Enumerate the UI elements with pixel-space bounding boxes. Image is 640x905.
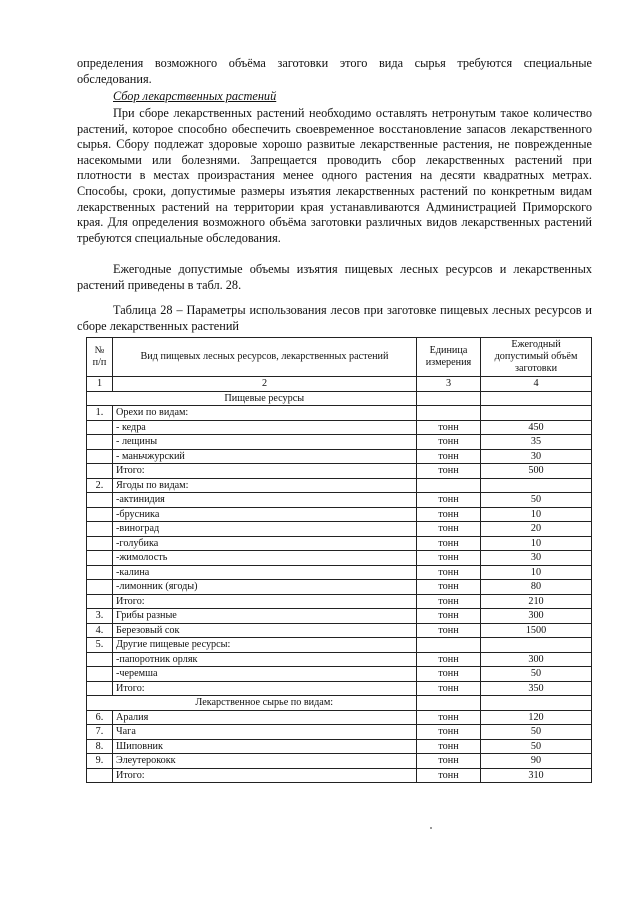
row-unit: тонн <box>417 681 481 696</box>
row-value: 30 <box>481 449 592 464</box>
row-num <box>87 565 113 580</box>
colnum: 3 <box>417 377 481 392</box>
row-num <box>87 580 113 595</box>
section-heading: Сбор лекарственных растений <box>113 89 277 103</box>
row-name: -актинидия <box>113 493 417 508</box>
row-value: 50 <box>481 739 592 754</box>
table-row <box>87 594 592 609</box>
row-num: 5. <box>87 638 113 653</box>
row-value: 10 <box>481 536 592 551</box>
row-unit: тонн <box>417 580 481 595</box>
row-value: 80 <box>481 580 592 595</box>
row-unit: тонн <box>417 435 481 450</box>
row-name: Итого: <box>113 464 417 479</box>
row-name: Аралия <box>113 710 417 725</box>
row-name: -голубика <box>113 536 417 551</box>
row-num: 6. <box>87 710 113 725</box>
table-row <box>87 623 592 638</box>
row-unit: тонн <box>417 623 481 638</box>
row-num <box>87 420 113 435</box>
row-unit: тонн <box>417 652 481 667</box>
table-row <box>87 725 592 740</box>
row-num <box>87 522 113 537</box>
row-value: 300 <box>481 609 592 624</box>
row-name: -лимонник (ягоды) <box>113 580 417 595</box>
row-num <box>87 551 113 566</box>
row-unit: тонн <box>417 536 481 551</box>
row-name: Шиповник <box>113 739 417 754</box>
row-unit: тонн <box>417 725 481 740</box>
table-header-row <box>87 338 592 377</box>
row-num: 1. <box>87 406 113 421</box>
table-row <box>87 406 592 421</box>
paragraph-collection-rules: При сборе лекарственных растений необходимо оставлять нетронутым такое количество растений, которое способно обеспечить своевременное восстановление запасов лекарственного сырья. Сбору подлежат здоровые хорошо развитые лекарственные растения, не поврежденные насекомыми или болезнями. Запрещается проводить сбор лекарственных растений при плотности в местах произрастания менее одного растения на десяти квадратных метрах. Способы, сроки, допустимые размеры изъятия лекарственных растений по конкретным видам лекарственных растений на территории края устанавливаются Администрацией Приморского края. Для определения возможного объёма заготовки различных видов лекарственных растений требуются специальные обследования. <box>77 106 592 245</box>
row-unit: тонн <box>417 609 481 624</box>
row-unit: тонн <box>417 754 481 769</box>
row-value: 1500 <box>481 623 592 638</box>
row-name: -черемша <box>113 667 417 682</box>
row-num: 8. <box>87 739 113 754</box>
resource-table <box>86 337 592 783</box>
table-row <box>87 464 592 479</box>
row-value: 450 <box>481 420 592 435</box>
table-row <box>87 435 592 450</box>
section-row-med <box>87 696 592 711</box>
table-row <box>87 478 592 493</box>
row-num <box>87 667 113 682</box>
row-value: 50 <box>481 725 592 740</box>
table-row <box>87 493 592 508</box>
row-num <box>87 435 113 450</box>
row-num <box>87 768 113 783</box>
section-label-food: Пищевые ресурсы <box>113 391 417 406</box>
row-name: Итого: <box>113 594 417 609</box>
table-row <box>87 768 592 783</box>
row-num: 3. <box>87 609 113 624</box>
row-unit: тонн <box>417 522 481 537</box>
table-row <box>87 739 592 754</box>
row-unit: тонн <box>417 710 481 725</box>
section-label-med: Лекарственное сырье по видам: <box>113 696 417 711</box>
row-name: Орехи по видам: <box>113 406 417 421</box>
table-row <box>87 652 592 667</box>
row-name: -брусника <box>113 507 417 522</box>
table-row <box>87 565 592 580</box>
row-num <box>87 493 113 508</box>
row-unit: тонн <box>417 768 481 783</box>
paragraph-intro: определения возможного объёма заготовки этого вида сырья требуются специальные обследования. <box>77 56 592 86</box>
row-name: - кедра <box>113 420 417 435</box>
row-name: Березовый сок <box>113 623 417 638</box>
row-unit <box>417 478 481 493</box>
table-row <box>87 710 592 725</box>
row-num: 4. <box>87 623 113 638</box>
row-value: 90 <box>481 754 592 769</box>
table-row <box>87 681 592 696</box>
row-num <box>87 681 113 696</box>
row-value: 300 <box>481 652 592 667</box>
colnum: 1 <box>87 377 113 392</box>
table-row <box>87 449 592 464</box>
column-number-row <box>87 377 592 392</box>
row-num: 7. <box>87 725 113 740</box>
section-row-food <box>87 391 592 406</box>
row-num: 9. <box>87 754 113 769</box>
row-unit: тонн <box>417 493 481 508</box>
scan-speck <box>430 827 432 829</box>
row-name: Итого: <box>113 768 417 783</box>
row-value <box>481 478 592 493</box>
row-value: 50 <box>481 667 592 682</box>
table-row <box>87 580 592 595</box>
header-name: Вид пищевых лесных ресурсов, лекарственных растений <box>113 338 417 377</box>
paragraph-annual-volumes: Ежегодные допустимые объемы изъятия пищевых лесных ресурсов и лекарственных растений приведены в табл. 28. <box>77 262 592 292</box>
row-name: Другие пищевые ресурсы: <box>113 638 417 653</box>
row-num <box>87 507 113 522</box>
row-unit: тонн <box>417 565 481 580</box>
table-row <box>87 638 592 653</box>
row-name: Итого: <box>113 681 417 696</box>
table-row <box>87 609 592 624</box>
row-name: - маньчжурский <box>113 449 417 464</box>
row-value <box>481 638 592 653</box>
row-unit: тонн <box>417 667 481 682</box>
row-unit: тонн <box>417 739 481 754</box>
row-name: Элеутерококк <box>113 754 417 769</box>
row-name: Чага <box>113 725 417 740</box>
table-row <box>87 507 592 522</box>
row-unit: тонн <box>417 551 481 566</box>
row-num: 2. <box>87 478 113 493</box>
row-value: 50 <box>481 493 592 508</box>
row-num <box>87 594 113 609</box>
row-unit: тонн <box>417 449 481 464</box>
row-name: -виноград <box>113 522 417 537</box>
colnum: 4 <box>481 377 592 392</box>
row-unit <box>417 406 481 421</box>
table-caption: Таблица 28 – Параметры использования лесов при заготовке пищевых лесных ресурсов и сборе лекарственных растений <box>77 303 592 333</box>
header-unit: Единица измерения <box>417 338 481 377</box>
row-name: Ягоды по видам: <box>113 478 417 493</box>
row-name: -калина <box>113 565 417 580</box>
colnum: 2 <box>113 377 417 392</box>
header-num: № п/п <box>87 338 113 377</box>
row-value: 30 <box>481 551 592 566</box>
row-num <box>87 464 113 479</box>
row-name: -папоротник орляк <box>113 652 417 667</box>
table-row <box>87 551 592 566</box>
header-volume: Ежегодный допустимый объём заготовки <box>481 338 592 377</box>
row-value: 10 <box>481 565 592 580</box>
row-num <box>87 652 113 667</box>
row-num <box>87 536 113 551</box>
row-num <box>87 449 113 464</box>
row-unit: тонн <box>417 594 481 609</box>
row-value: 20 <box>481 522 592 537</box>
row-value: 310 <box>481 768 592 783</box>
row-value: 500 <box>481 464 592 479</box>
row-name: - лещины <box>113 435 417 450</box>
row-value: 10 <box>481 507 592 522</box>
row-value: 210 <box>481 594 592 609</box>
row-value: 35 <box>481 435 592 450</box>
table-row <box>87 754 592 769</box>
table-row <box>87 667 592 682</box>
row-unit: тонн <box>417 507 481 522</box>
table-row <box>87 536 592 551</box>
table-row <box>87 522 592 537</box>
row-unit: тонн <box>417 420 481 435</box>
row-unit: тонн <box>417 464 481 479</box>
row-name: Грибы разные <box>113 609 417 624</box>
row-name: -жимолость <box>113 551 417 566</box>
row-value: 350 <box>481 681 592 696</box>
row-value: 120 <box>481 710 592 725</box>
table-row <box>87 420 592 435</box>
row-unit <box>417 638 481 653</box>
row-value <box>481 406 592 421</box>
